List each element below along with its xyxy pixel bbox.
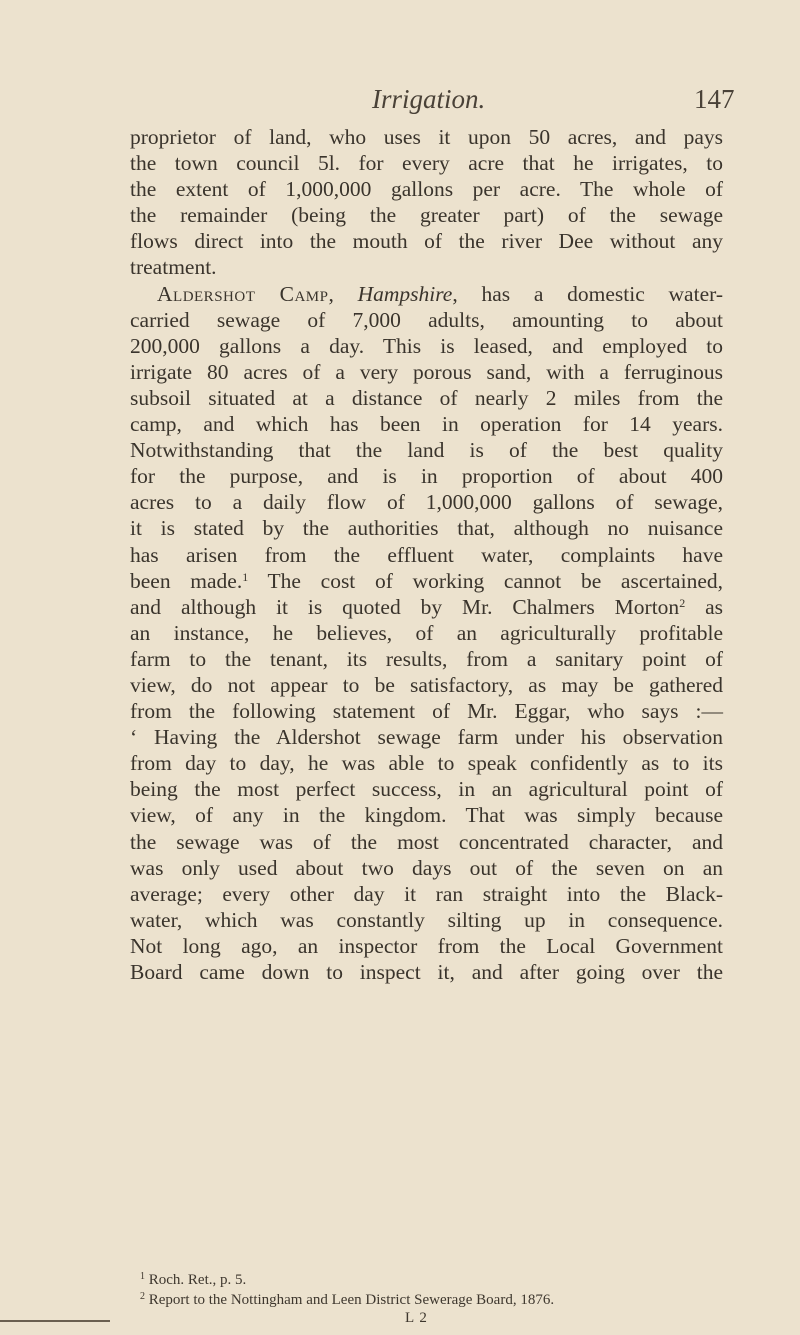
text-line: 200,000 gallons a day. This is leased, and employed to (130, 333, 723, 358)
text-line: the sewage was of the most concentrated character, and (130, 829, 723, 854)
text-line: carried sewage of 7,000 adults, amounting to about (130, 307, 723, 332)
text-line: Not long ago, an inspector from the Local Government (130, 933, 723, 958)
text-line: ‘ Having the Aldershot sewage farm under his observation (130, 725, 723, 750)
text-line: water, which was constantly silting up in consequence. (130, 907, 723, 932)
text-line: for the purpose, and is in proportion of about 400 (130, 464, 723, 489)
page-header (0, 84, 800, 124)
line-rest: , has a domestic water- (452, 281, 724, 306)
footnote-mark: 2 (140, 1291, 145, 1302)
text-line: flows direct into the mouth of the river Dee without any (130, 229, 723, 254)
footnote-ref: 2 (679, 595, 686, 610)
footnote (130, 1270, 740, 1290)
paragraph-start-line (130, 281, 723, 307)
separator: , (328, 281, 358, 306)
page-edge-line (0, 1320, 110, 1322)
text-line: was only used about two days out of the seven on an (130, 855, 723, 880)
text-line: an instance, he believes, of an agriculturally profitable (130, 620, 723, 645)
line-part: The cost of working cannot be ascertained, (248, 568, 723, 593)
footnote-ref: 1 (242, 569, 249, 584)
text-line: view, do not appear to be satisfactory, as may be gathered (130, 672, 723, 697)
running-title: Irrigation. (372, 84, 486, 114)
text-line: being the most perfect success, in an agricultural point of (130, 777, 723, 802)
text-line: treatment. (130, 255, 217, 280)
text-line: from the following statement of Mr. Eggar, who says :— (130, 699, 723, 724)
text-line: irrigate 80 acres of a very porous sand, with a ferruginous (130, 359, 723, 384)
footnotes (130, 1270, 740, 1310)
line-part: been made. (130, 568, 243, 593)
text-line: average; every other day it ran straight into the Black- (130, 881, 723, 906)
footnote-text: Roch. Ret., p. 5. (145, 1272, 247, 1288)
signature-mark: L 2 (405, 1310, 428, 1326)
text-line: Notwithstanding that the land is of the best quality (130, 438, 723, 463)
county-name: Hampshire (357, 281, 453, 306)
text-line: proprietor of land, who uses it upon 50 acres, and pays (130, 125, 723, 149)
line-part: and although it is quoted by Mr. Chalmers Morton (130, 594, 680, 619)
place-name: Aldershot Camp (157, 281, 329, 306)
text-line: farm to the tenant, its results, from a sanitary point of (130, 646, 723, 671)
text-line: has arisen from the effluent water, complaints have (130, 542, 723, 567)
footnote-text: Report to the Nottingham and Leen District Sewerage Board, 1876. (145, 1292, 555, 1308)
text-line: the remainder (being the greater part) of the sewage (130, 203, 723, 228)
page-number: 147 (694, 84, 735, 114)
text-line: subsoil situated at a distance of nearly 2 miles from the (130, 385, 723, 410)
text-line: it is stated by the authorities that, although no nuisance (130, 516, 723, 541)
text-line: acres to a daily flow of 1,000,000 gallons of sewage, (130, 490, 723, 515)
text-line: from day to day, he was able to speak confidently as to its (130, 751, 723, 776)
text-line (130, 594, 723, 620)
footnote-mark: 1 (140, 1271, 145, 1282)
text-line: view, of any in the kingdom. That was simply because (130, 803, 723, 828)
line-part: as (685, 594, 723, 619)
text-line: the town council 5l. for every acre that he irrigates, to (130, 151, 723, 176)
text-line: Board came down to inspect it, and after going over the (130, 960, 723, 984)
text-line: camp, and which has been in operation for 14 years. (130, 412, 723, 437)
footnote (130, 1290, 740, 1310)
text-line: the extent of 1,000,000 gallons per acre. The whole of (130, 177, 723, 202)
body-text (130, 124, 723, 985)
text-line (130, 568, 723, 594)
